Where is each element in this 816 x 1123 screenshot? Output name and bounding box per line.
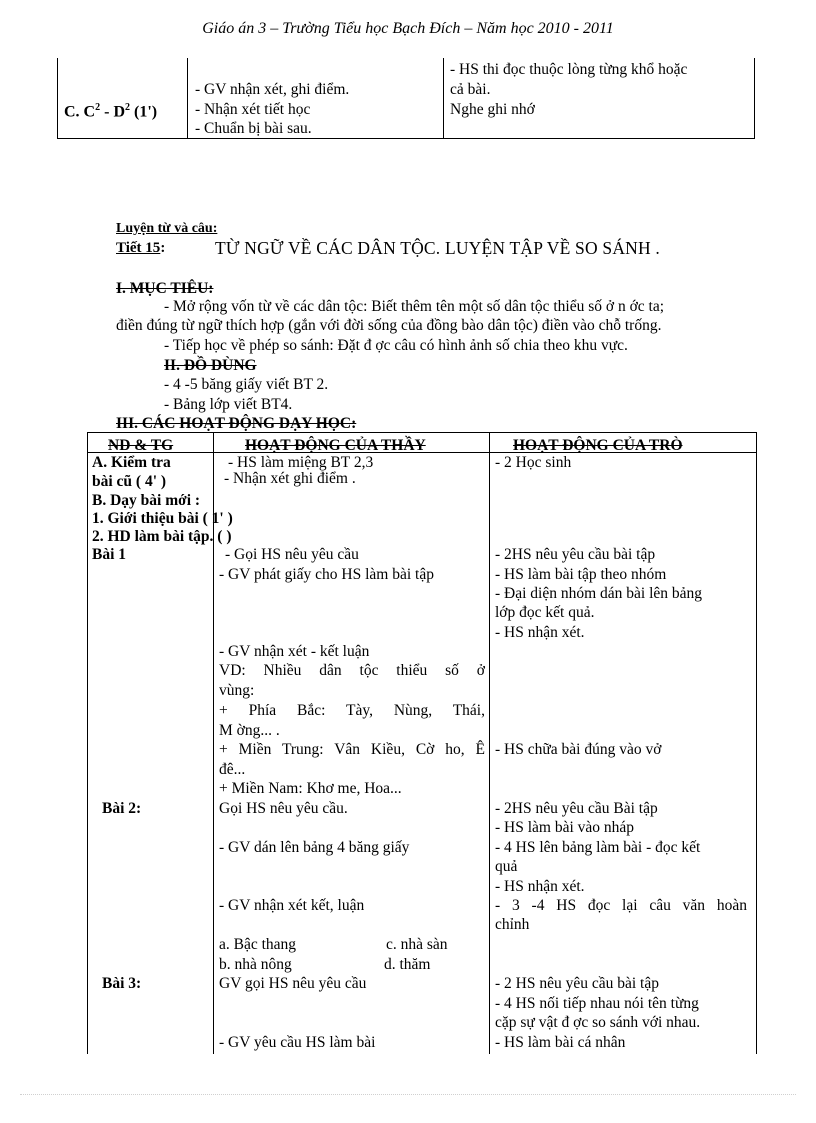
table-cell-content: Bài 1 xyxy=(92,546,127,563)
student-activity-line: cặp sự vật đ ợc so sánh với nhau. xyxy=(495,1014,701,1031)
materials-line: - Bảng lớp viết BT4. xyxy=(164,396,293,413)
table-cell-content: bài cũ ( 4' ) xyxy=(92,473,167,490)
teacher-activity-line: + Miền Trung: Vân Kiều, Cờ ho, Ê xyxy=(219,741,485,758)
teacher-activity-line: - GV nhận xét - kết luận xyxy=(219,643,370,660)
student-activity-line: - HS làm bài cá nhân xyxy=(495,1034,626,1051)
materials-heading: II. ĐỒ DÙNG xyxy=(164,357,257,374)
student-activity-line: - HS làm bài tập theo nhóm xyxy=(495,566,667,583)
student-activity-line: - HS làm bài vào nháp xyxy=(495,819,635,836)
teacher-activity-line: + Miền Nam: Khơ me, Hoa... xyxy=(219,780,402,797)
student-activity-line: chỉnh xyxy=(495,916,530,933)
student-activity-line: - 2HS nêu yêu cầu Bài tập xyxy=(495,800,658,817)
student-activity-line: - 3 -4 HS đọc lại câu văn hoàn xyxy=(495,897,747,914)
page-header: Giáo án 3 – Trường Tiểu học Bạch Đích – Năm học 2010 - 2011 xyxy=(202,20,614,37)
student-activity-line: - 2HS nêu yêu cầu bài tập xyxy=(495,546,656,563)
teacher-activity-line: + Phía Bắc: Tày, Nùng, Thái, xyxy=(219,702,485,719)
objectives-line: - Mở rộng vốn từ về các dân tộc: Biết thêm tên một số dân tộc thiểu số ở n ớc ta; xyxy=(164,298,665,315)
student-activity-line: lớp đọc kết quả. xyxy=(495,604,595,621)
subject-label: Luyện từ và câu: xyxy=(116,221,218,236)
top-table-col2-line: - Nhận xét tiết học xyxy=(195,101,311,118)
student-activity-line: - HS nhận xét. xyxy=(495,624,585,641)
teacher-activity-line: - GV nhận xét kết, luận xyxy=(219,897,365,914)
table-cell-content: B. Dạy bài mới : xyxy=(92,492,201,509)
table-cell-content: A. Kiểm tra xyxy=(92,454,171,471)
table-cell-content: Bài 3: xyxy=(102,975,142,992)
student-activity-line: - 4 HS lên bảng làm bài - đọc kết xyxy=(495,839,701,856)
top-table-col3-line: Nghe ghi nhớ xyxy=(450,101,535,118)
objectives-line: điền đúng từ ngữ thích hợp (gắn với đời sống của đồng bào dân tộc) điền vào chỗ trống. xyxy=(116,317,662,334)
table-header: HOẠT ĐỘNG CỦA TRÒ xyxy=(513,437,683,454)
objectives-heading: I. MỤC TIÊU: xyxy=(116,280,214,297)
top-table-col2-line: - GV nhận xét, ghi điểm. xyxy=(195,81,350,98)
teacher-activity-line: - GV dán lên bảng 4 băng giấy xyxy=(219,839,410,856)
activities-heading: III. CÁC HOẠT ĐỘNG DẠY HỌC: xyxy=(116,415,357,432)
student-activity-line: - HS nhận xét. xyxy=(495,878,585,895)
student-activity-line: - HS chữa bài đúng vào vở xyxy=(495,741,662,758)
teacher-activity-line: vùng: xyxy=(219,682,255,699)
top-table-col2-line: - Chuẩn bị bài sau. xyxy=(195,120,312,137)
teacher-activity-line: đê... xyxy=(219,761,246,778)
teacher-activity-line: M ờng... . xyxy=(219,722,280,739)
activities-table xyxy=(87,432,757,1054)
table-header: ND & TG xyxy=(108,437,174,454)
lesson-title: TỪ NGỮ VỀ CÁC DÂN TỘC. LUYỆN TẬP VỀ SO SÁNH . xyxy=(215,238,661,258)
teacher-activity-line: VD: Nhiều dân tộc thiểu số ở xyxy=(219,662,485,679)
objectives-line: - Tiếp học về phép so sánh: Đặt đ ợc câu có hình ảnh số chia theo khu vực. xyxy=(164,337,628,354)
student-activity-line: - 2 HS nêu yêu cầu bài tập xyxy=(495,975,659,992)
table-header: HOẠT ĐỘNG CỦA THẦY xyxy=(245,437,426,454)
table-cell-content: 1. Giới thiệu bài ( 1' ) xyxy=(92,510,233,527)
top-table xyxy=(57,58,755,139)
top-table-col3-line: cả bài. xyxy=(450,81,491,98)
lesson-number: Tiết 15: xyxy=(116,240,166,256)
teacher-activity-line: GV gọi HS nêu yêu cầu xyxy=(219,975,367,992)
top-table-col1: C. $C^2 - D^2$ (1') xyxy=(64,102,158,121)
teacher-activity-line: - GV yêu cầu HS làm bài xyxy=(219,1034,376,1051)
teacher-activity-line: - Gọi HS nêu yêu cầu xyxy=(225,546,359,563)
teacher-activity-line: Gọi HS nêu yêu cầu. xyxy=(219,800,348,817)
top-table-col3-line: - HS thi đọc thuộc lòng từng khổ hoặc xyxy=(450,61,688,78)
answer-d: d. thăm xyxy=(384,956,431,973)
materials-line: - 4 -5 băng giấy viết BT 2. xyxy=(164,376,329,393)
table-cell-content: 2. HD làm bài tập. ( ) xyxy=(92,528,232,545)
answer-a: a. Bậc thang xyxy=(219,936,297,953)
student-activity-line: - 2 Học sinh xyxy=(495,454,572,471)
student-activity-line: - Đại diện nhóm dán bài lên bảng xyxy=(495,585,703,602)
teacher-activity-line: - HS làm miệng BT 2,3 xyxy=(228,454,374,471)
student-activity-line: quả xyxy=(495,858,518,875)
teacher-activity-line: - GV phát giấy cho HS làm bài tập xyxy=(219,566,434,583)
page-bottom-rule xyxy=(20,1094,796,1095)
table-cell-content: Bài 2: xyxy=(102,800,142,817)
answer-c: c. nhà sàn xyxy=(386,936,448,953)
teacher-activity-line: - Nhận xét ghi điểm . xyxy=(224,470,356,487)
answer-b: b. nhà nông xyxy=(219,956,292,973)
student-activity-line: - 4 HS nối tiếp nhau nói tên từng xyxy=(495,995,699,1012)
